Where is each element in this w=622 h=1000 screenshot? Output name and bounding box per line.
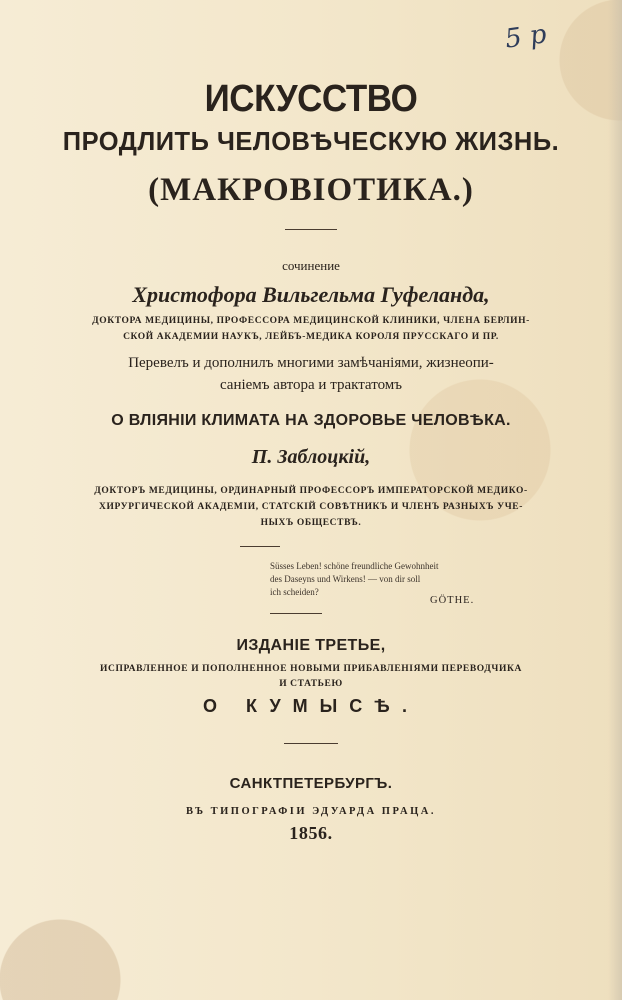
author-name: Христофора Вильгельма Гуфеланда, <box>132 282 490 307</box>
epigraph-line-3: ich scheiden? <box>270 587 319 597</box>
author-intro: сочинение <box>282 258 340 273</box>
author-credentials-line-2: СКОЙ АКАДЕМИИ НАУКЪ, ЛЕЙБЪ-МЕДИКА КОРОЛЯ ПРУССКАГО И ПР. <box>123 332 499 342</box>
translator-note-line-1: Перевелъ и дополнилъ многими замѣчаніями, жизнеопи- <box>128 355 494 371</box>
edition-subject: О КУМЫСѢ. <box>203 696 419 716</box>
handwritten-shelfmark: 5 р <box>503 19 549 55</box>
imprint-press: ВЪ ТИПОГРАФІИ ЭДУАРДА ПРАЦА. <box>186 806 436 817</box>
book-title-line-3: (МАКРОВІОТИКА.) <box>148 172 474 208</box>
divider-rule <box>285 229 337 230</box>
epigraph-attribution: GÖTHE. <box>430 595 475 606</box>
translator-credentials-line-3: НЫХЪ ОБЩЕСТВЪ. <box>260 518 362 528</box>
imprint-year: 1856. <box>289 823 333 843</box>
treatise-title: О ВЛІЯНІИ КЛИМАТА НА ЗДОРОВЬЕ ЧЕЛОВѢКА. <box>111 412 511 429</box>
epigraph-line-1: Süsses Leben! schöne freundliche Gewohnheit <box>270 561 439 571</box>
divider-rule <box>270 613 322 614</box>
edition-note-line-1: ИСПРАВЛЕННОЕ И ПОПОЛНЕННОЕ НОВЫМИ ПРИБАВЛЕНІЯМИ ПЕРЕВОДЧИКА <box>100 664 522 674</box>
book-title-line-2: ПРОДЛИТЬ ЧЕЛОВѢЧЕСКУЮ ЖИЗНЬ. <box>62 126 560 156</box>
epigraph-line-2: des Daseyns und Wirkens! — von dir soll <box>270 574 421 584</box>
book-title-line-1: ИСКУССТВО <box>204 78 418 120</box>
author-credentials-line-1: ДОКТОРА МЕДИЦИНЫ, ПРОФЕССОРА МЕДИЦИНСКОЙ КЛИНИКИ, ЧЛЕНА БЕРЛИН- <box>92 316 530 326</box>
epigraph <box>270 560 530 599</box>
divider-rule <box>284 743 338 744</box>
edition-title: ИЗДАНІЕ ТРЕТЬЕ, <box>236 637 386 654</box>
edition-note-line-2: И СТАТЬЕЮ <box>279 679 343 689</box>
translator-note-line-2: саніемъ автора и трактатомъ <box>219 377 403 393</box>
translator-name: П. Заблоцкій, <box>251 446 371 468</box>
imprint-city: САНКТПЕТЕРБУРГЪ. <box>229 775 393 792</box>
translator-credentials-line-2: ХИРУРГИЧЕСКОЙ АКАДЕМІИ, СТАТСКІЙ СОВѢТНИКЪ И ЧЛЕНЪ РАЗНЫХЪ УЧЕ- <box>99 502 523 512</box>
translator-credentials-line-1: ДОКТОРЪ МЕДИЦИНЫ, ОРДИНАРНЫЙ ПРОФЕССОРЪ ИМПЕРАТОРСКОЙ МЕДИКО- <box>94 486 528 496</box>
divider-rule <box>240 546 280 547</box>
